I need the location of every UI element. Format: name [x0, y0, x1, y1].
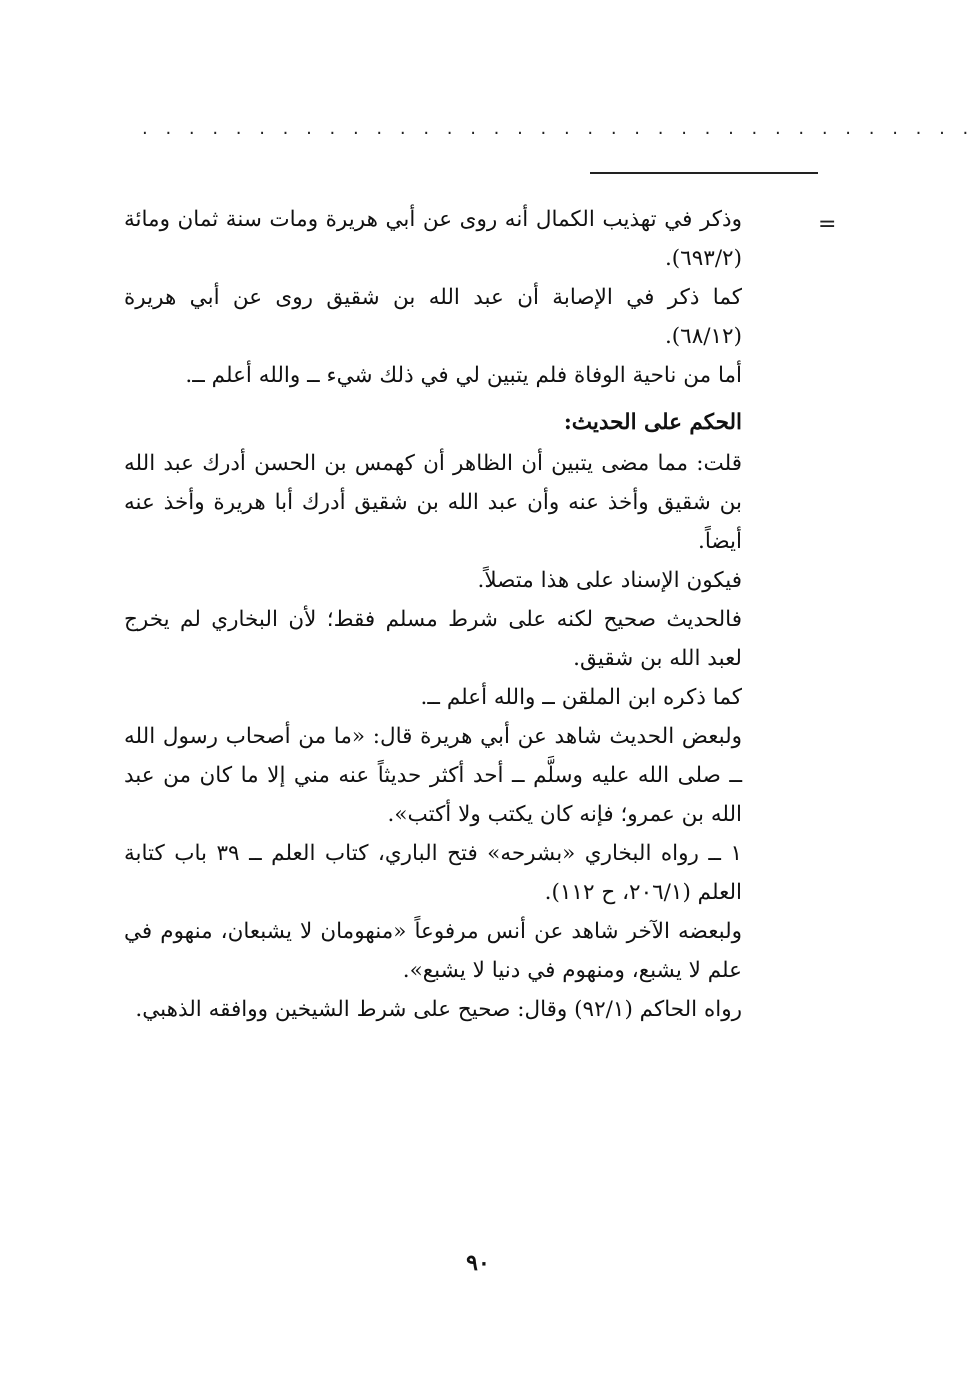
paragraph-bukhari-ref: ١ ــ رواه البخاري «بشرحه» فتح الباري، كتاب العلم ــ ٣٩ باب كتابة العلم (٢٠٦/١، ح ١١٢).: [124, 841, 742, 905]
continuation-mark: =: [818, 212, 837, 237]
paragraph-hukm: فالحديث صحيح لكنه على شرط مسلم فقط؛ لأن البخاري لم يخرج لعبد الله بن شقيق.: [124, 607, 742, 671]
section-heading: الحكم على الحديث:: [563, 410, 742, 435]
paragraph-ibn-mulaqqin: كما ذكره ابن الملقن ــ والله أعلم ــ.: [420, 685, 742, 710]
page-number: ٩٠: [466, 1250, 490, 1276]
paragraph-shahid-anas: ولبعضه الآخر شاهد عن أنس مرفوعاً «منهومان لا يشبعان، منهوم في علم لا يشبع، ومنهوم في دنيا لا يشبع».: [124, 919, 742, 983]
paragraph-isaba: كما ذكر في الإصابة أن عبد الله بن شقيق روى عن أبي هريرة (٦٨/١٢).: [124, 285, 742, 349]
paragraph-wafat: أما من ناحية الوفاة فلم يتبين لي في ذلك شيء ــ والله أعلم ــ.: [185, 363, 742, 388]
paragraph-tahdhib: وذكر في تهذيب الكمال أنه روى عن أبي هريرة ومات سنة ثمان ومائة (٦٩٣/٢).: [124, 207, 742, 271]
footnote-rule: [590, 172, 818, 174]
paragraph-shahid-abu-hurayra: ولبعض الحديث شاهد عن أبي هريرة قال: «ما من أصحاب رسول الله ــ صلى الله عليه وسلَّم ــ أحد أكثر حديثاً عنه مني إلا ما كان من عبد الله بن عمرو؛ فإنه كان يكتب ولا أكتب».: [124, 724, 742, 827]
paragraph-isnad: فيكون الإسناد على هذا متصلاً.: [477, 568, 742, 593]
paragraph-hakim: رواه الحاكم (٩٢/١) وقال: صحيح على شرط الشيخين ووافقه الذهبي.: [135, 997, 742, 1022]
paragraph-qultu: قلت: مما مضى يتبين أن الظاهر أن كهمس بن الحسن أدرك عبد الله بن شقيق وأخذ عنه وأن عبد الله بن شقيق أدرك أبا هريرة وأخذ عنه أيضاً.: [124, 451, 742, 554]
dotted-separator: . . . . . . . . . . . . . . . . . . . . . . . . . . . . . . . . . . . .: [142, 118, 974, 139]
page-body: [124, 200, 742, 1029]
